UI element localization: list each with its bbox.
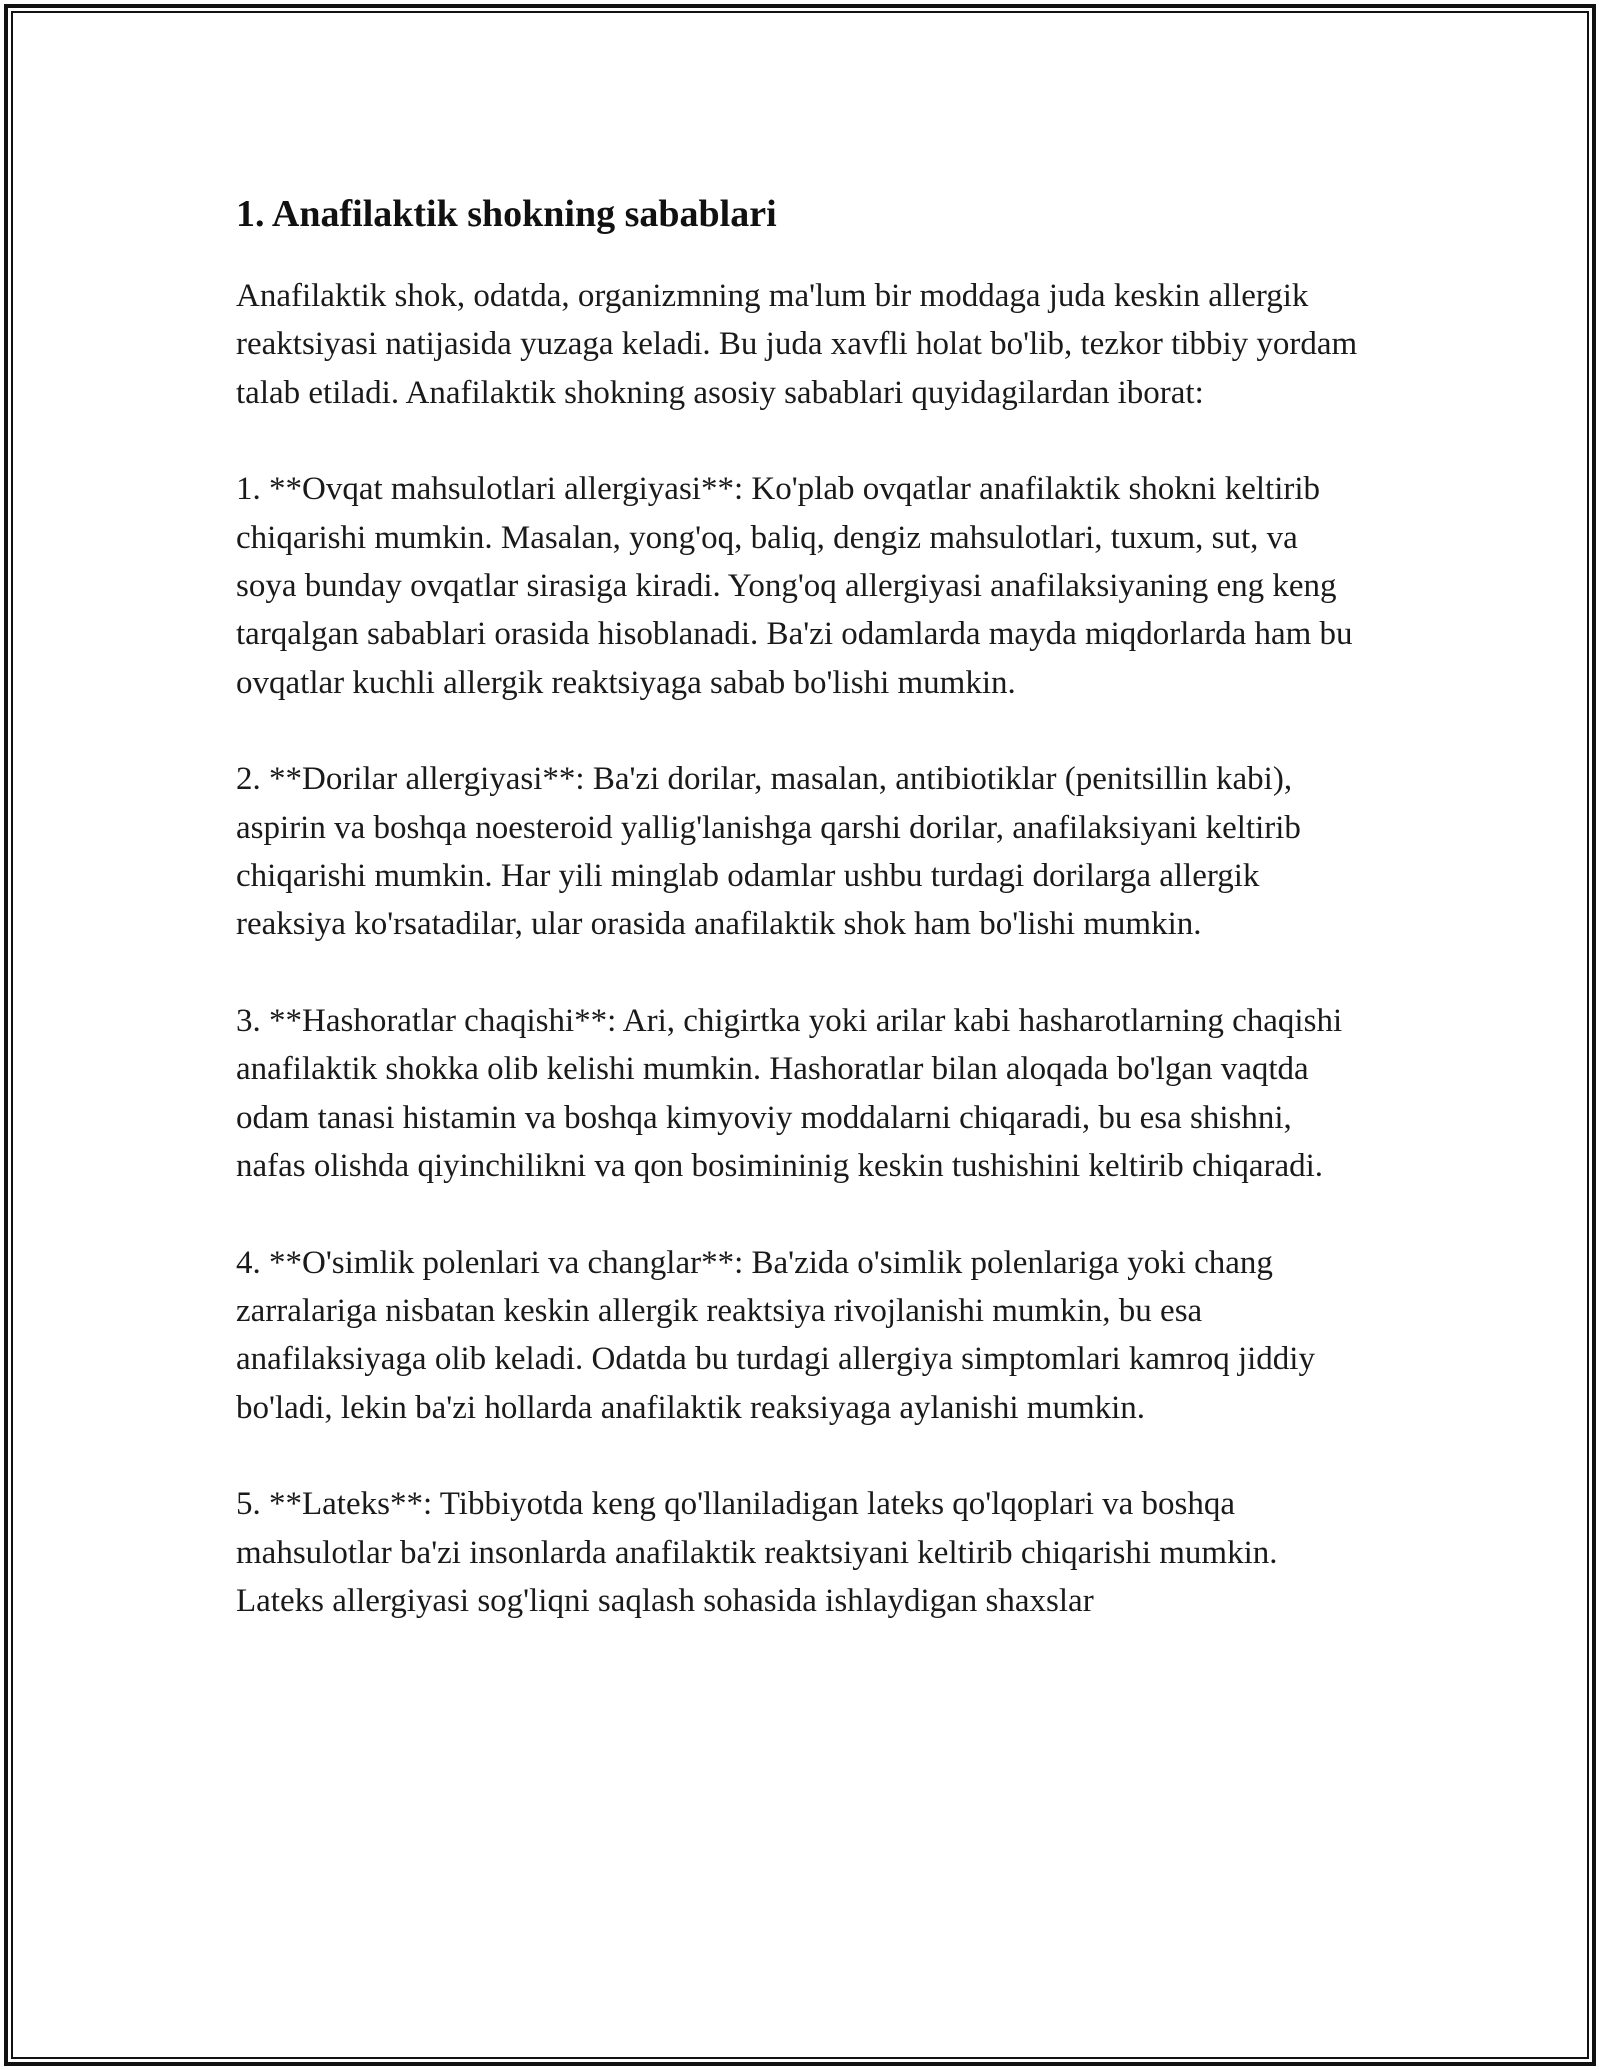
- intro-paragraph: Anafilaktik shok, odatda, organizmning ma'lum bir moddaga juda keskin allergik reaktsiyasi natijasida yuzaga keladi. Bu juda xavfli holat bo'lib, tezkor tibbiy yordam talab etiladi. Anafilaktik shokning asosiy sabablari quyidagilardan iborat:: [236, 278, 1358, 411]
- cause-food-allergy-paragraph: 1. **Ovqat mahsulotlari allergiyasi**: Ko'plab ovqatlar anafilaktik shokni keltirib chiqarishi mumkin. Masalan, yong'oq, baliq, dengiz mahsulotlari, tuxum, sut, va soya bunday ovqatlar sirasiga kiradi. Yong'oq allergiyasi anafilaksiyaning eng keng tarqalgan sabablari orasida hisoblanadi. Ba'zi odamlarda mayda miqdorlarda ham bu ovqatlar kuchli allergik reaktsiyaga sabab bo'lishi mumkin.: [236, 471, 1353, 701]
- section-heading: 1. Anafilaktik shokning sabablari: [236, 193, 777, 235]
- cause-latex-paragraph: 5. **Lateks**: Tibbiyotda keng qo'llaniladigan lateks qo'lqoplari va boshqa mahsulotlar ba'zi insonlarda anafilaktik reaktsiyani keltirib chiqarishi mumkin. Lateks allergiyasi sog'liqni saqlash sohasida ishlaydigan shaxslar: [236, 1486, 1278, 1619]
- document-body: [236, 186, 1366, 1673]
- cause-insect-sting-paragraph: 3. **Hashoratlar chaqishi**: Ari, chigirtka yoki arilar kabi hasharotlarning chaqishi anafilaktik shokka olib kelishi mumkin. Hashoratlar bilan aloqada bo'lgan vaqtda odam tanasi histamin va boshqa kimyoviy moddalarni chiqaradi, bu esa shishni, nafas olishda qiyinchilikni va qon bosimininig keskin tushishini keltirib chiqaradi.: [236, 1002, 1343, 1185]
- cause-drug-allergy-paragraph: 2. **Dorilar allergiyasi**: Ba'zi dorilar, masalan, antibiotiklar (penitsillin kabi), aspirin va boshqa noesteroid yallig'lanishga qarshi dorilar, anafilaksiyani keltirib chiqarishi mumkin. Har yili minglab odamlar ushbu turdagi dorilarga allergik reaksiya ko'rsatadilar, ular orasida anafilaktik shok ham bo'lishi mumkin.: [236, 761, 1301, 943]
- cause-pollen-dust-paragraph: 4. **O'simlik polenlari va changlar**: Ba'zida o'simlik polenlariga yoki chang zarralariga nisbatan keskin allergik reaktsiya rivojlanishi mumkin, bu esa anafilaksiyaga olib keladi. Odatda bu turdagi allergiya simptomlari kamroq jiddiy bo'ladi, lekin ba'zi hollarda anafilaktik reaksiyaga aylanishi mumkin.: [236, 1244, 1315, 1426]
